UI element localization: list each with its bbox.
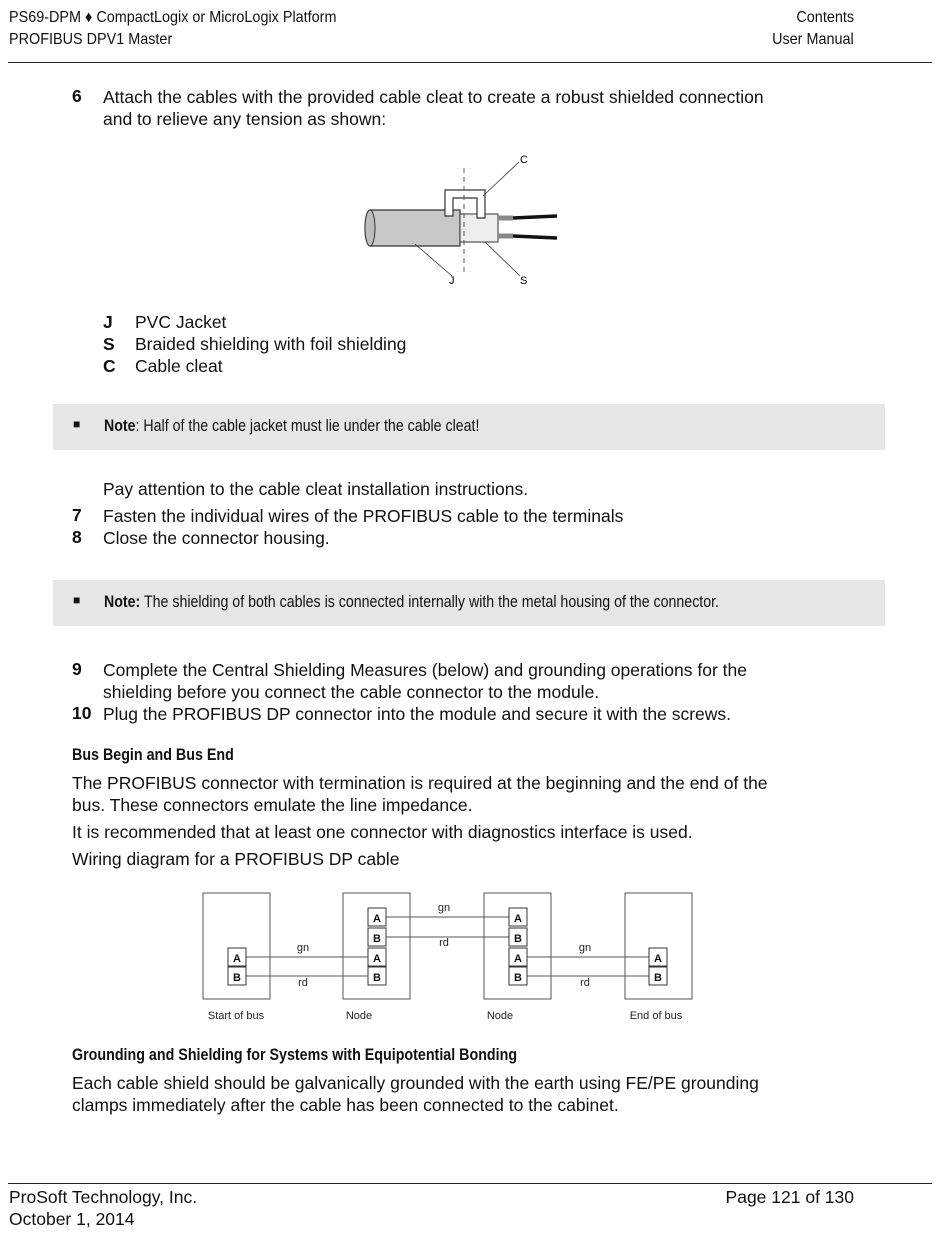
terminal-b: B xyxy=(373,933,381,945)
wire-label-gn: gn xyxy=(296,942,310,954)
legend-key-c: C xyxy=(103,356,116,376)
note-1-text xyxy=(104,417,479,436)
terminal-a: A xyxy=(233,953,241,965)
cable-cleat-figure xyxy=(355,148,570,293)
bus-section-heading: Bus Begin and Bus End xyxy=(72,745,234,764)
footer-page-number: Page 121 of 130 xyxy=(725,1187,854,1207)
note-2-text xyxy=(104,593,719,612)
header-rule xyxy=(8,62,932,63)
terminal-b: B xyxy=(373,972,381,984)
terminal-a: A xyxy=(514,913,522,925)
step-7-number: 7 xyxy=(72,505,82,525)
bullet-icon: ■ xyxy=(73,417,81,431)
step-6-text-line2: and to relieve any tension as shown: xyxy=(103,109,387,129)
wire-label-rd: rd xyxy=(580,977,590,989)
step-9-text-line1: Complete the Central Shielding Measures (below) and grounding operations for the xyxy=(103,660,747,680)
bus-para1-line1: The PROFIBUS connector with termination is required at the beginning and the end of the xyxy=(72,773,768,793)
step-10-number: 10 xyxy=(72,703,92,723)
wiring-diagram xyxy=(200,890,700,1030)
start-of-bus-label: Start of bus xyxy=(207,1010,265,1022)
terminal-b: B xyxy=(654,972,662,984)
grounding-text-line2: clamps immediately after the cable has been connected to the cabinet. xyxy=(72,1095,619,1115)
grounding-text-line1: Each cable shield should be galvanically grounded with the earth using FE/PE grounding xyxy=(72,1073,759,1093)
note-box-2 xyxy=(53,580,885,626)
label-c: C xyxy=(520,154,528,166)
note-1-body: : Half of the cable jacket must lie under the cable cleat! xyxy=(135,417,480,435)
wire-label-gn: gn xyxy=(437,902,451,914)
bus-para2: It is recommended that at least one connector with diagnostics interface is used. xyxy=(72,822,693,842)
wire-label-rd: rd xyxy=(298,977,308,989)
step-8-text: Close the connector housing. xyxy=(103,528,330,548)
header-product-title: PS69-DPM ♦ CompactLogix or MicroLogix Platform xyxy=(9,9,337,26)
note-1-label: Note xyxy=(104,417,136,435)
step-6-text-line1: Attach the cables with the provided cable cleat to create a robust shielded connection xyxy=(103,87,764,107)
node-label: Node xyxy=(486,1010,514,1022)
terminal-a: A xyxy=(373,953,381,965)
terminal-b: B xyxy=(233,972,241,984)
legend-text-c: Cable cleat xyxy=(135,356,223,376)
terminal-a: A xyxy=(514,953,522,965)
step-10-text: Plug the PROFIBUS DP connector into the module and secure it with the screws. xyxy=(103,704,732,724)
label-s: S xyxy=(520,275,528,287)
header-doc-type: User Manual xyxy=(772,31,854,48)
legend-text-s: Braided shielding with foil shielding xyxy=(135,334,407,354)
terminal-b: B xyxy=(514,972,522,984)
footer-date: October 1, 2014 xyxy=(9,1209,135,1229)
step-9-number: 9 xyxy=(72,659,82,679)
bus-para1-line2: bus. These connectors emulate the line impedance. xyxy=(72,795,473,815)
terminal-a: A xyxy=(654,953,662,965)
step-7-text: Fasten the individual wires of the PROFIBUS cable to the terminals xyxy=(103,506,624,526)
note-2-body: The shielding of both cables is connected internally with the metal housing of the connector. xyxy=(140,593,720,611)
wire-label-rd: rd xyxy=(439,937,449,949)
legend-key-s: S xyxy=(103,334,115,354)
note-box-1 xyxy=(53,404,885,450)
terminal-a: A xyxy=(373,913,381,925)
step-8-number: 8 xyxy=(72,527,82,547)
end-of-bus-label: End of bus xyxy=(629,1010,683,1022)
step-6-number: 6 xyxy=(72,86,82,106)
terminal-b: B xyxy=(514,933,522,945)
wire-label-gn: gn xyxy=(578,942,592,954)
note-2-label: Note: xyxy=(104,593,141,611)
bus-para3: Wiring diagram for a PROFIBUS DP cable xyxy=(72,849,400,869)
footer-rule xyxy=(8,1183,932,1184)
legend-text-j: PVC Jacket xyxy=(135,312,227,332)
header-manual-title: PROFIBUS DPV1 Master xyxy=(9,31,173,48)
header-section: Contents xyxy=(796,9,854,26)
node-label: Node xyxy=(345,1010,373,1022)
footer-company: ProSoft Technology, Inc. xyxy=(9,1187,198,1207)
grounding-section-heading: Grounding and Shielding for Systems with Equipotential Bonding xyxy=(72,1045,518,1064)
pay-attention-text: Pay attention to the cable cleat installation instructions. xyxy=(103,479,529,499)
step-9-text-line2: shielding before you connect the cable connector to the module. xyxy=(103,682,600,702)
bullet-icon: ■ xyxy=(73,593,81,607)
legend-key-j: J xyxy=(103,312,113,332)
label-j: J xyxy=(449,275,455,287)
